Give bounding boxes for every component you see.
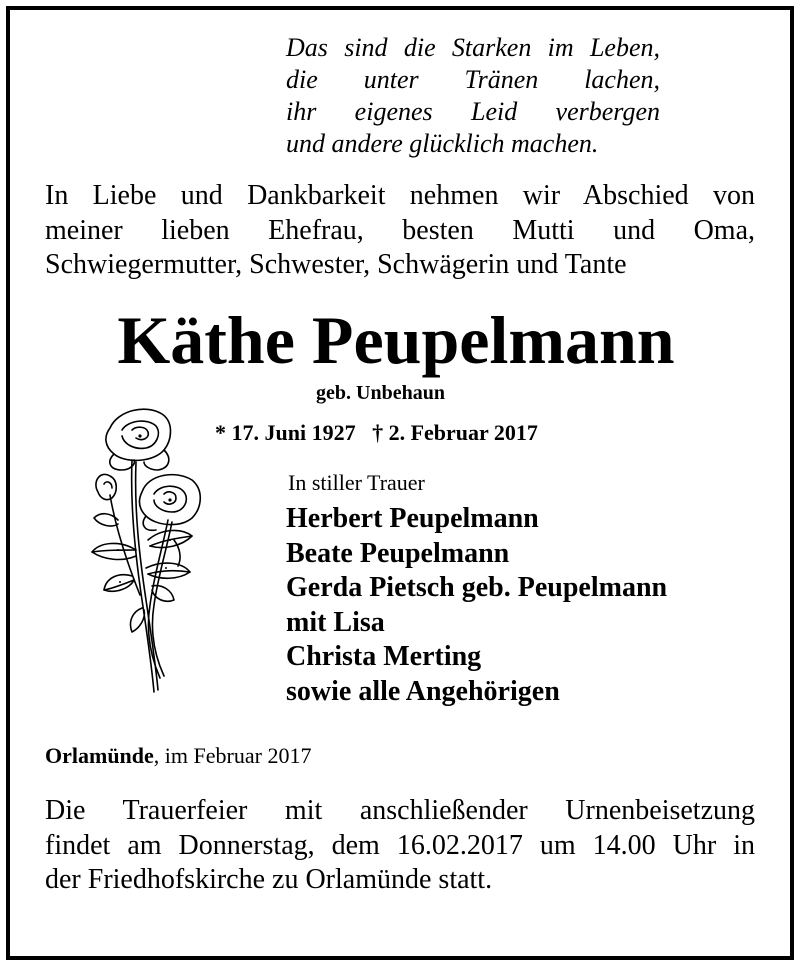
service-line: Die Trauerfeier mit anschließender Urnenbeisetzung xyxy=(45,795,755,826)
mourner-name: sowie alle Angehörigen xyxy=(286,675,560,707)
mourning-label: In stiller Trauer xyxy=(288,470,425,495)
poem-line: die unter Tränen lachen, xyxy=(286,65,660,94)
mourner-name: Beate Peupelmann xyxy=(286,537,510,569)
life-dates xyxy=(215,419,538,447)
deceased-name: Käthe Peupelmann xyxy=(117,302,675,378)
mourners-list xyxy=(286,502,667,709)
service-line: der Friedhofskirche zu Orlamünde statt. xyxy=(45,864,493,895)
poem-line: Das sind die Starken im Leben, xyxy=(286,33,660,62)
service-line: findet am Donnerstag, dem 16.02.2017 um 14.00 Uhr in xyxy=(45,829,755,861)
service-text xyxy=(45,794,755,898)
place-date-line xyxy=(45,742,311,770)
death-date: † 2. Februar 2017 xyxy=(372,420,538,445)
intro-line: meiner lieben Ehefrau, besten Mutti und Oma, xyxy=(45,214,755,246)
born-name: geb. Unbehaun xyxy=(316,382,445,404)
mourner-name: Gerda Pietsch geb. Peupelmann xyxy=(286,572,668,603)
intro-line: Schwiegermutter, Schwester, Schwägerin und Tante xyxy=(45,249,627,280)
place-town: Orlamünde xyxy=(45,743,154,768)
mourner-name: Christa Merting xyxy=(286,641,482,672)
mourner-name: Herbert Peupelmann xyxy=(286,503,539,534)
mourner-name: mit Lisa xyxy=(286,606,385,638)
poem-line: und andere glücklich machen. xyxy=(286,129,599,158)
poem-line: ihr eigenes Leid verbergen xyxy=(286,97,660,126)
birth-date: * 17. Juni 1927 xyxy=(215,420,356,445)
intro-text xyxy=(45,179,755,283)
poem xyxy=(286,32,660,160)
deceased-name-block xyxy=(0,300,800,380)
place-date: , im Februar 2017 xyxy=(153,743,312,768)
rose-icon xyxy=(70,400,210,700)
intro-line: In Liebe und Dankbarkeit nehmen wir Abschied von xyxy=(45,180,755,211)
